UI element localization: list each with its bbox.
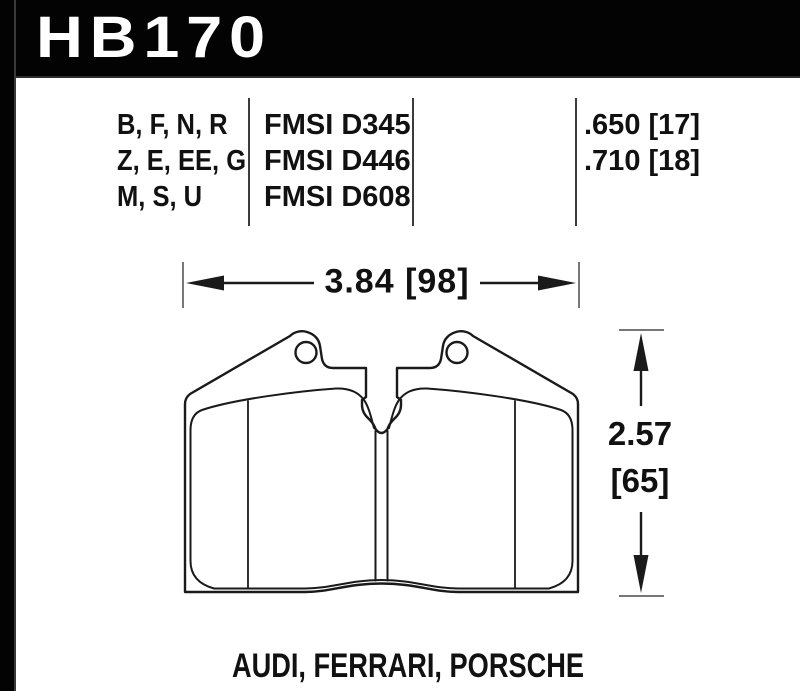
part-number: HB170 [36,5,272,70]
mounting-hole-left [296,342,317,363]
compound-codes-row: B, F, N, R [117,109,228,141]
compound-codes-row: M, S, U [117,181,203,213]
arrowhead-left [186,276,224,291]
fmsi-row: FMSI D345 [264,109,411,141]
height-inches: 2.57 [607,415,673,452]
width-dimension-label: 3.84 [98] [324,262,470,301]
compound-codes-row: Z, E, EE, G [117,145,247,177]
fmsi-row: FMSI D446 [264,145,411,177]
height-millimeters: [65] [610,462,670,499]
mounting-hole-right [447,342,468,363]
pad-thickness-row: .710 [18] [584,145,701,177]
arrowhead-right [538,276,576,291]
table-dividers [249,98,576,226]
arrowhead-up [634,333,649,371]
applications-label: AUDI, FERRARI, PORSCHE [231,647,585,685]
pad-outer-outline [185,331,578,592]
pad-thickness-row: .650 [17] [584,109,701,141]
fmsi-row: FMSI D608 [264,181,411,213]
height-dimension-label [608,410,672,504]
arrowhead-down [634,555,649,593]
